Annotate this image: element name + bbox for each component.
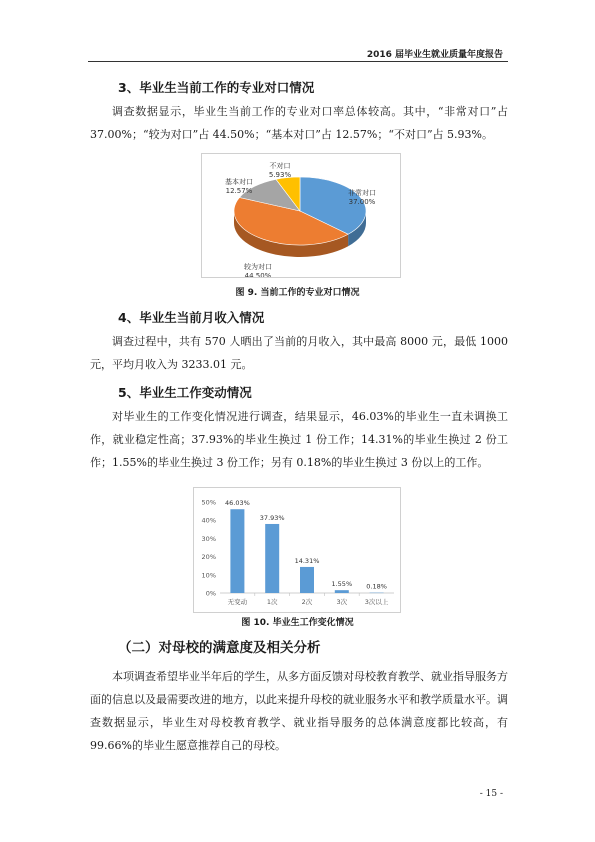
pie-label-1: 较为对口 xyxy=(244,263,272,271)
bar-1 xyxy=(265,524,279,593)
bar-3 xyxy=(335,590,349,593)
section-b-paragraph: 本项调查希望毕业半年后的学生，从多方面反馈对母校教育教学、就业指导服务方面的信息以及最需要改进的地方，以此来提升母校的就业服务水平和教学质量水平。调查数据显示，毕业生对母校教育教学、就业指导服务的总体满意度都比较高，有 99.66%的毕业生愿意推荐自己的母校。 xyxy=(90,670,508,752)
figure-10-caption: 图 10. 毕业生工作变化情况 xyxy=(241,618,354,628)
y-tick-label-2: 20% xyxy=(201,553,216,562)
bar-chart xyxy=(194,488,400,612)
x-tick-label-1: 1次 xyxy=(266,598,278,606)
y-tick-label-0: 0% xyxy=(205,589,216,598)
figure-9-caption: 图 9. 当前工作的专业对口情况 xyxy=(235,288,360,298)
bar-2 xyxy=(300,567,314,593)
x-tick-label-3: 3次 xyxy=(336,598,348,606)
pie-value-label-2: 12.57% xyxy=(225,187,253,195)
pie-chart-frame xyxy=(201,153,401,278)
x-tick-label-0: 无变动 xyxy=(227,598,248,606)
pie-value-label-0: 37.00% xyxy=(348,198,376,206)
bar-value-label-2: 14.31% xyxy=(294,556,320,565)
section-5-paragraph: 对毕业生的工作变化情况进行调查，结果显示，46.03%的毕业生一直未调换工作，就业稳定性高；37.93%的毕业生换过 1 份工作；14.31%的毕业生换过 2 份工作；1.55%的毕业生换过 3 份工作；另有 0.18%的毕业生换过 3 份以上的工作。 xyxy=(90,410,508,469)
page-number: - 15 - xyxy=(479,789,503,799)
pie-label-0: 非常对口 xyxy=(348,189,376,197)
y-tick-label-4: 40% xyxy=(201,516,216,525)
y-tick-label-3: 30% xyxy=(201,534,216,543)
pie-label-2: 基本对口 xyxy=(225,178,253,186)
pie-value-label-3: 5.93% xyxy=(268,171,292,179)
header-divider xyxy=(88,61,508,62)
pie-value-label-1: 44.50% xyxy=(244,272,272,277)
pie-chart xyxy=(202,154,400,277)
x-tick-label-2: 2次 xyxy=(301,598,313,606)
bar-0 xyxy=(230,509,244,593)
bar-value-label-0: 46.03% xyxy=(225,499,250,508)
page-header-title: 2016 届毕业生就业质量年度报告 xyxy=(366,50,503,60)
y-tick-label-5: 50% xyxy=(201,498,216,507)
x-tick-label-4: 3次以上 xyxy=(364,598,389,606)
pie-label-3: 不对口 xyxy=(269,162,291,170)
section-3-heading: 3、毕业生当前工作的专业对口情况 xyxy=(118,80,315,95)
bar-value-label-3: 1.55% xyxy=(331,580,353,589)
y-tick-label-1: 10% xyxy=(201,571,216,580)
section-5-heading: 5、毕业生工作变动情况 xyxy=(118,385,252,400)
section-4-paragraph: 调查过程中，共有 570 人晒出了当前的月收入，其中最高 8000 元，最低 1000 元，平均月收入为 3233.01 元。 xyxy=(90,335,508,371)
bar-value-label-4: 0.18% xyxy=(366,582,387,591)
section-b-title: （二）对母校的满意度及相关分析 xyxy=(118,640,321,656)
section-4-heading: 4、毕业生当前月收入情况 xyxy=(118,310,265,325)
bar-chart-frame xyxy=(193,487,401,613)
section-3-paragraph: 调查数据显示，毕业生当前工作的专业对口率总体较高。其中，“非常对口”占 37.00%；“较为对口”占 44.50%；“基本对口”占 12.57%；“不对口”占 5.93%。 xyxy=(90,105,508,141)
bar-value-label-1: 37.93% xyxy=(259,513,285,522)
